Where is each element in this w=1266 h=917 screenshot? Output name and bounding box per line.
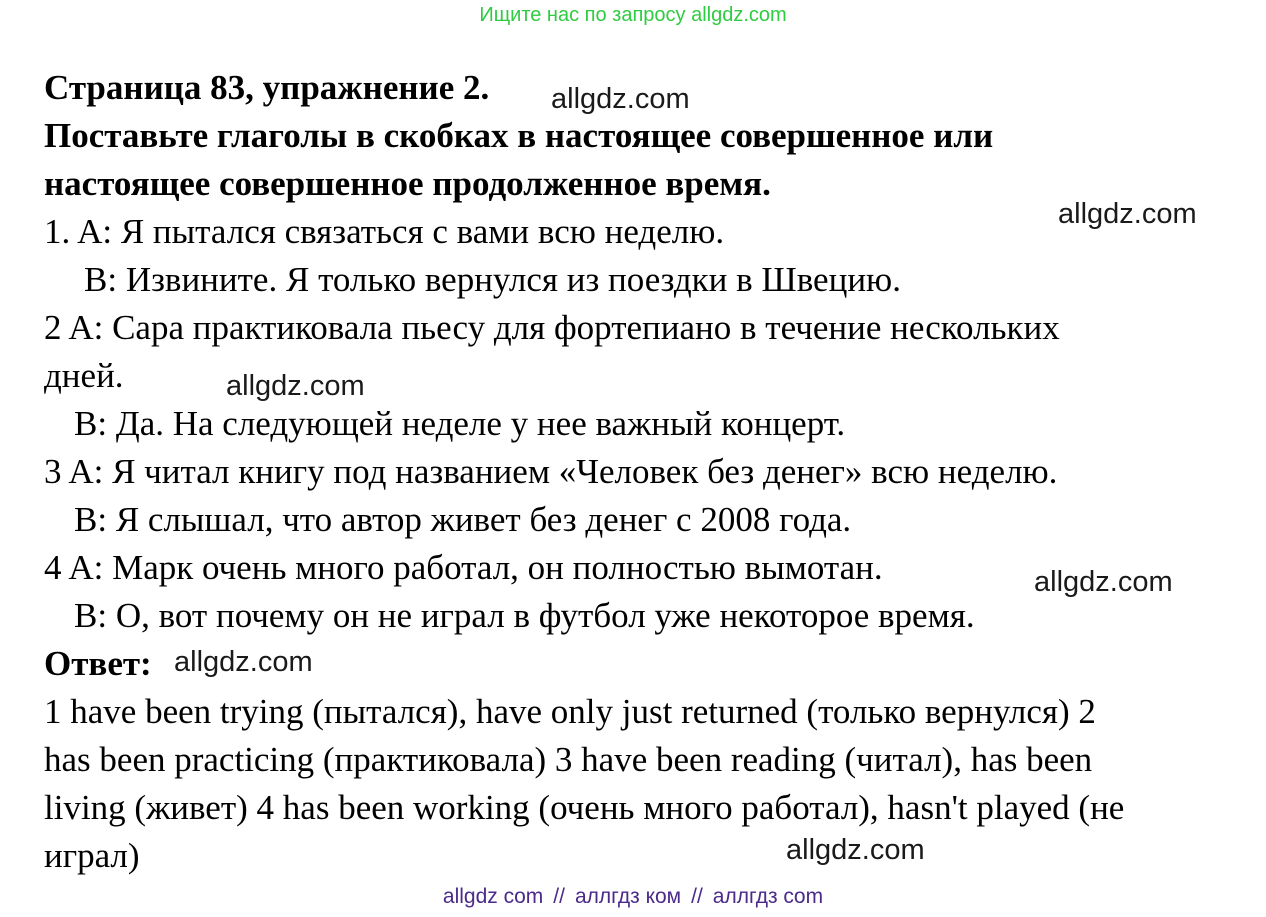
- answer-line: 1 have been trying (пытался), have only just returned (только вернулся) 2: [44, 692, 1096, 731]
- instruction-line-2: настоящее совершенное продолженное время.: [44, 164, 771, 203]
- watermark: allgdz.com: [1034, 566, 1173, 598]
- watermark: allgdz.com: [551, 83, 690, 115]
- watermark: allgdz.com: [226, 370, 365, 402]
- exercise-line: 3 A: Я читал книгу под названием «Человек без денег» всю неделю.: [44, 452, 1058, 491]
- footer-link[interactable]: аллгдз ком: [574, 885, 682, 908]
- footer: [0, 884, 1266, 910]
- footer-separator: //: [553, 885, 565, 908]
- watermark: allgdz.com: [174, 646, 313, 678]
- answer-label: Ответ:: [44, 644, 152, 683]
- top-banner: Ищите нас по запросу allgdz.com: [479, 4, 787, 26]
- answer-line: has been practicing (практиковала) 3 have been reading (читал), has been: [44, 740, 1093, 779]
- watermark: allgdz.com: [786, 834, 925, 866]
- footer-link[interactable]: allgdz com: [442, 885, 544, 908]
- page-heading: Страница 83, упражнение 2.: [44, 68, 490, 107]
- exercise-line: 1. A: Я пытался связаться с вами всю неделю.: [44, 212, 725, 251]
- exercise-line: 4 A: Марк очень много работал, он полностью вымотан.: [44, 548, 883, 587]
- exercise-document: [44, 64, 1259, 880]
- answer-line: играл): [44, 836, 140, 875]
- answer-line: living (живет) 4 has been working (очень много работал), hasn't played (не: [44, 788, 1125, 827]
- exercise-line: B: О, вот почему он не играл в футбол уже некоторое время.: [74, 596, 975, 635]
- footer-link[interactable]: аллгдз com: [712, 885, 824, 908]
- exercise-line: B: Да. На следующей неделе у нее важный концерт.: [74, 404, 846, 443]
- watermark: allgdz.com: [1058, 198, 1197, 230]
- exercise-line: B: Извините. Я только вернулся из поездки в Швецию.: [84, 260, 901, 299]
- exercise-line: 2 A: Сара практиковала пьесу для фортепиано в течение нескольких: [44, 308, 1060, 347]
- exercise-line: дней.: [44, 356, 124, 395]
- exercise-line: B: Я слышал, что автор живет без денег с 2008 года.: [74, 500, 852, 539]
- instruction-line-1: Поставьте глаголы в скобках в настоящее совершенное или: [44, 116, 994, 155]
- footer-separator: //: [691, 885, 703, 908]
